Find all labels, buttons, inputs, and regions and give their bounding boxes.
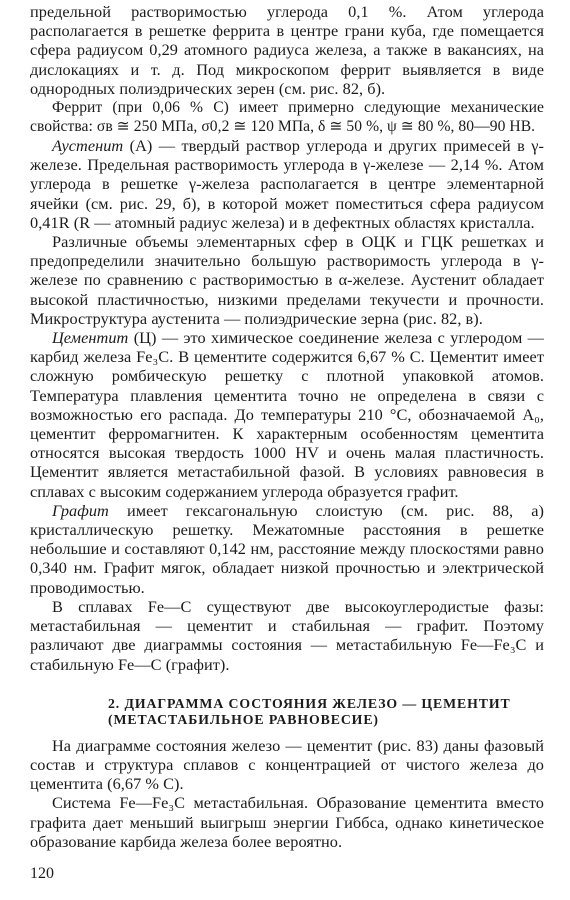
paragraph-graphite (30, 501, 544, 597)
term-graphite: Графит (52, 500, 109, 520)
page-text (30, 2, 544, 851)
paragraph-austenite (30, 136, 544, 232)
paragraph-ferrite-properties: Феррит (при 0,06 % С) имеет примерно следующие механические свойства: σв ≅ 250 МПа, σ0,2 ≅ 120 МПа, δ ≅ 50 %, ψ ≅ 80 %, 80—90 НВ. (30, 99, 544, 136)
section-heading-line2: (МЕТАСТАБИЛЬНОЕ РАВНОВЕСИЕ) (108, 711, 379, 727)
paragraph-austenite-text: (А) — твердый раствор углерода и других примесей в γ-железе. Предельная растворимость углерода в γ-железе — 2,14 %. Атом углерода в решетке γ-железа располагается в центре элементарной ячейки (см. рис. 29, б), в которой может поместиться сфера радиусом 0,41R (R — атомный радиус железа) и в дефектных областях кристалла. (30, 136, 544, 232)
section-heading-line1: 2. ДИАГРАММА СОСТОЯНИЯ ЖЕЛЕЗО — ЦЕМЕНТИТ (108, 695, 511, 711)
term-cementite: Цементит (52, 328, 129, 348)
paragraph-austenite-solubility: Различные объемы элементарных сфер в ОЦК и ГЦК решетках и предопределили значительно большую растворимость углерода в γ-железе по сравнению с растворимостью в α-железе. Аустенит обладает высокой пластичностью, низкими пределами текучести и прочности. Микроструктура аустенита — полиэдрические зерна (рис. 82, в). (30, 232, 544, 328)
paragraph-system-metastable: Система Fe—Fe₃C метастабильная. Образование цементита вместо графита дает меньший выигрыш энергии Гиббса, однако кинетическое образование карбида железа более вероятно. (30, 793, 544, 851)
paragraph-ferrite-solubility: предельной растворимостью углерода 0,1 %. Атом углерода располагается в решетке феррита в центре грани куба, где помещается сфера радиусом 0,29 атомного радиуса железа, а также в вакансиях, на дислокациях и т. д. Под микроскопом феррит выявляется в виде однородных полиэдрических зерен (см. рис. 82, б). (30, 2, 544, 98)
paragraph-cementite (30, 328, 544, 501)
paragraph-graphite-text: имеет гексагональную слоистую (см. рис. 88, а) кристаллическую решетку. Межатомные расстояния в решетке небольшие и составляют 0,142 нм, расстояние между плоскостями равно 0,340 нм. Графит мягок, обладает низкой прочностью и электрической проводимостью. (30, 500, 544, 597)
paragraph-cementite-text: (Ц) — это химическое соединение железа с углеродом — карбид железа Fe₃C. В цементите содержится 6,67 % С. Цементит имеет сложную ромбическую решетку с плотной упаковкой атомов. Температура плавления цементита точно не определена в связи с возможностью его распада. До температуры 210 °С, обозначаемой A₀, цементит ферромагнитен. К характерным особенностям цементита относятся высокая твердость 1000 HV и очень малая пластичность. Цементит является метастабильной фазой. В условиях равновесия в сплавах с высоким содержанием углерода образуется графит. (30, 328, 544, 501)
page-number: 120 (30, 865, 54, 882)
paragraph-two-diagrams: В сплавах Fe—С существуют две высокоуглеродистые фазы: метастабильная — цементит и стабильная — графит. Поэтому различают две диаграммы состояния — метастабильную Fe—Fe₃C и стабильную Fe—C (графит). (30, 596, 544, 674)
paragraph-diagram-intro: На диаграмме состояния железо — цементит (рис. 83) даны фазовый состав и структура сплавов с концентрацией от чистого железа до цементита (6,67 % С). (30, 735, 544, 794)
term-austenite: Аустенит (52, 136, 124, 156)
section-heading (30, 696, 544, 728)
